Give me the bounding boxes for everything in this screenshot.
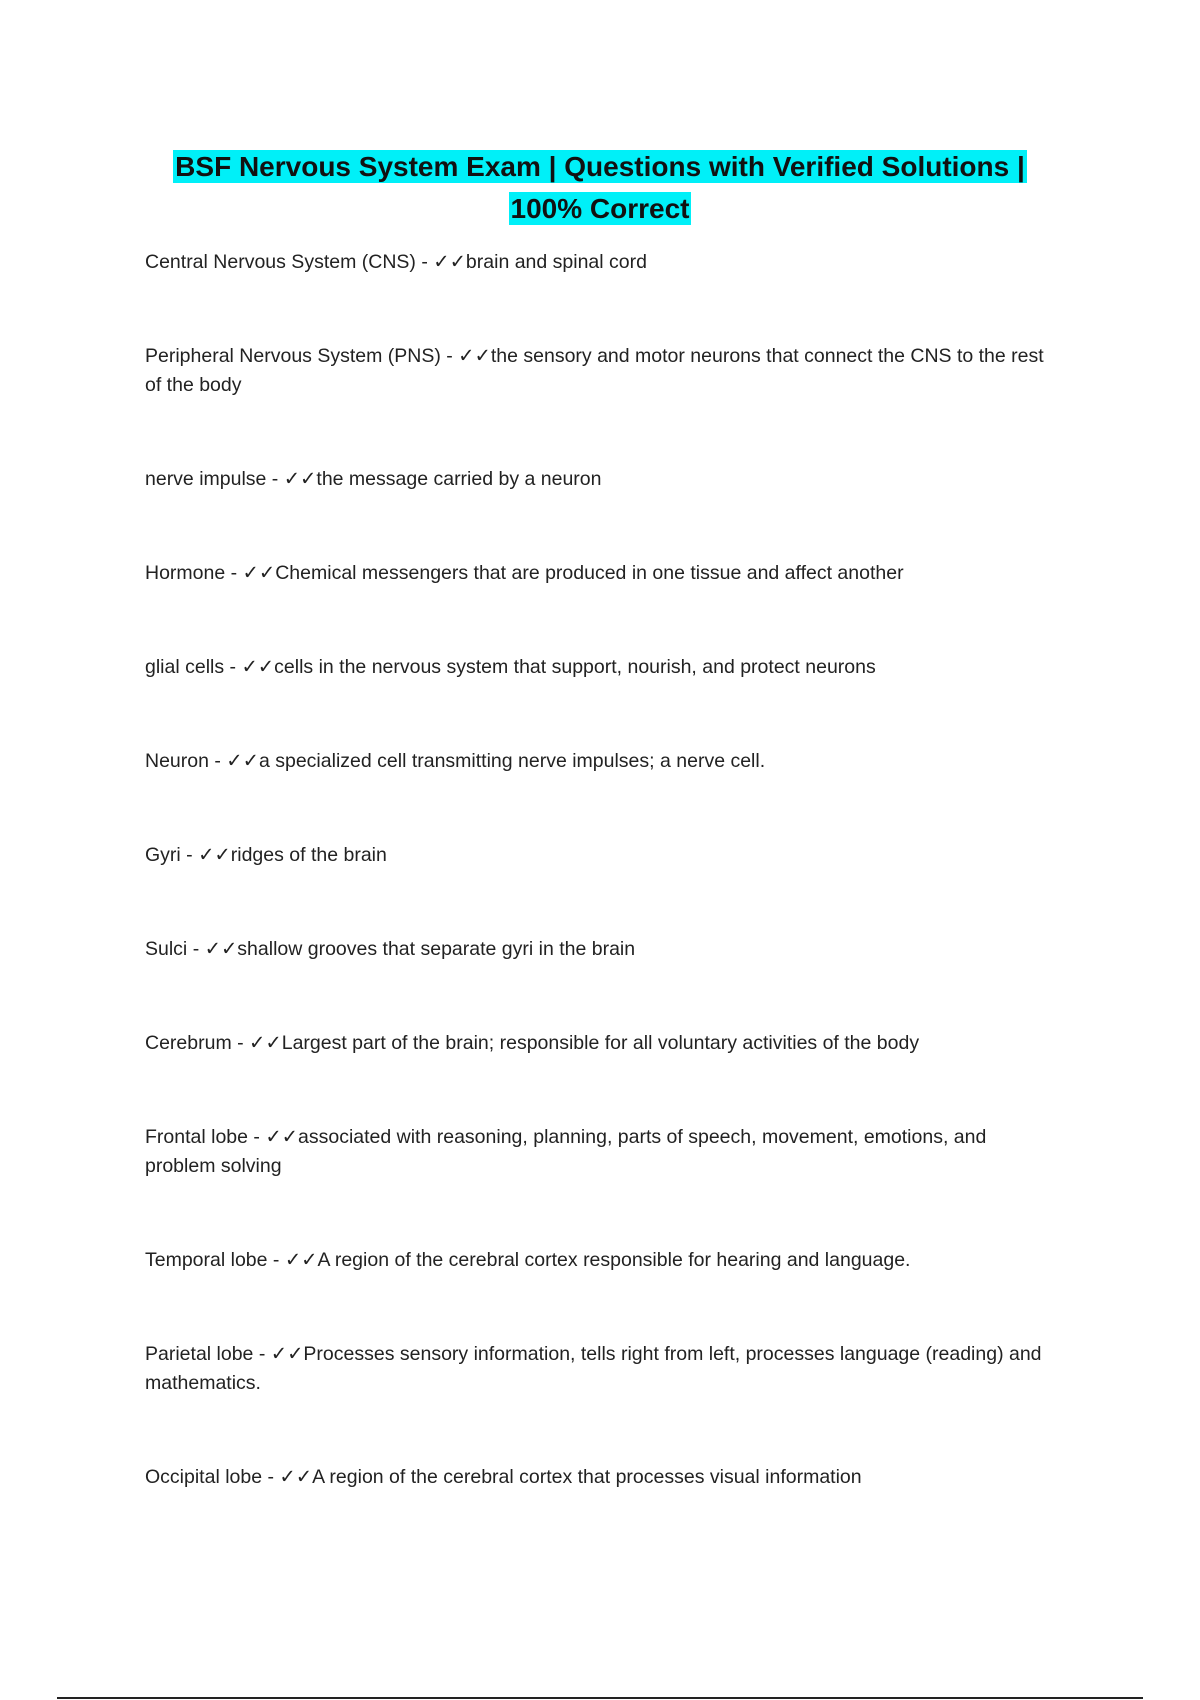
entry-definition: Largest part of the brain; responsible for all voluntary activities of the body	[281, 1032, 920, 1054]
entry-separator: - ✓✓	[253, 1343, 304, 1365]
entry-separator: - ✓✓	[208, 750, 259, 772]
entry-definition: shallow grooves that separate gyri in the brain	[237, 938, 636, 960]
entry-separator: - ✓✓	[267, 1249, 318, 1271]
entry-definition: Chemical messengers that are produced in one tissue and affect another	[275, 562, 904, 584]
entry-term: Parietal lobe	[145, 1343, 254, 1365]
entry-term: Neuron	[145, 750, 209, 772]
title-line-1: BSF Nervous System Exam | Questions with Verified Solutions |	[175, 151, 1025, 182]
list-item	[145, 1029, 1045, 1058]
list-item	[145, 1246, 1045, 1275]
list-item	[145, 1123, 1045, 1181]
entry-separator: - ✓✓	[231, 1032, 282, 1054]
entry-term: Peripheral Nervous System (PNS)	[145, 345, 441, 367]
page-bottom-divider	[57, 1697, 1143, 1699]
list-item	[145, 841, 1045, 870]
entry-term: Temporal lobe	[145, 1249, 268, 1271]
entry-separator: - ✓✓	[224, 656, 275, 678]
entry-separator: - ✓✓	[247, 1126, 298, 1148]
entry-definition: the sensory and motor neurons that connect the CNS to the rest of the body	[145, 345, 1044, 396]
entry-separator: - ✓✓	[440, 345, 491, 367]
entry-term: Occipital lobe	[145, 1466, 263, 1488]
entry-separator: - ✓✓	[415, 251, 466, 273]
list-item	[145, 653, 1045, 682]
entry-term: glial cells	[145, 656, 225, 678]
entry-separator: - ✓✓	[225, 562, 276, 584]
entry-term: Hormone	[145, 562, 226, 584]
list-item	[145, 248, 1045, 277]
list-item	[145, 935, 1045, 964]
title-line-2: 100% Correct	[510, 193, 690, 224]
entry-separator: - ✓✓	[187, 938, 238, 960]
entry-term: nerve impulse	[145, 468, 267, 490]
list-item	[145, 1340, 1045, 1398]
entry-definition: A region of the cerebral cortex responsible for hearing and language.	[317, 1249, 911, 1271]
entry-term: Gyri	[145, 844, 181, 866]
list-item	[145, 342, 1045, 400]
document-title	[160, 146, 1040, 230]
entry-term: Cerebrum	[145, 1032, 232, 1054]
entry-definition: Processes sensory information, tells right from left, processes language (reading) and mathematics.	[145, 1343, 1042, 1394]
entry-definition: the message carried by a neuron	[316, 468, 602, 490]
list-item	[145, 747, 1045, 776]
entry-definition: a specialized cell transmitting nerve impulses; a nerve cell.	[258, 750, 766, 772]
entry-term: Frontal lobe	[145, 1126, 248, 1148]
entry-term: Central Nervous System (CNS)	[145, 251, 416, 273]
entry-term: Sulci	[145, 938, 188, 960]
entry-definition: ridges of the brain	[230, 844, 387, 866]
entry-separator: - ✓✓	[266, 468, 317, 490]
list-item	[145, 559, 1045, 588]
entry-definition: cells in the nervous system that support, nourish, and protect neurons	[274, 656, 876, 678]
entry-definition: associated with reasoning, planning, parts of speech, movement, emotions, and problem solving	[145, 1126, 987, 1177]
list-item	[145, 1463, 1045, 1492]
entry-definition: brain and spinal cord	[465, 251, 647, 273]
entry-separator: - ✓✓	[262, 1466, 313, 1488]
list-item	[145, 465, 1045, 494]
entry-separator: - ✓✓	[180, 844, 231, 866]
entry-definition: A region of the cerebral cortex that processes visual information	[312, 1466, 862, 1488]
